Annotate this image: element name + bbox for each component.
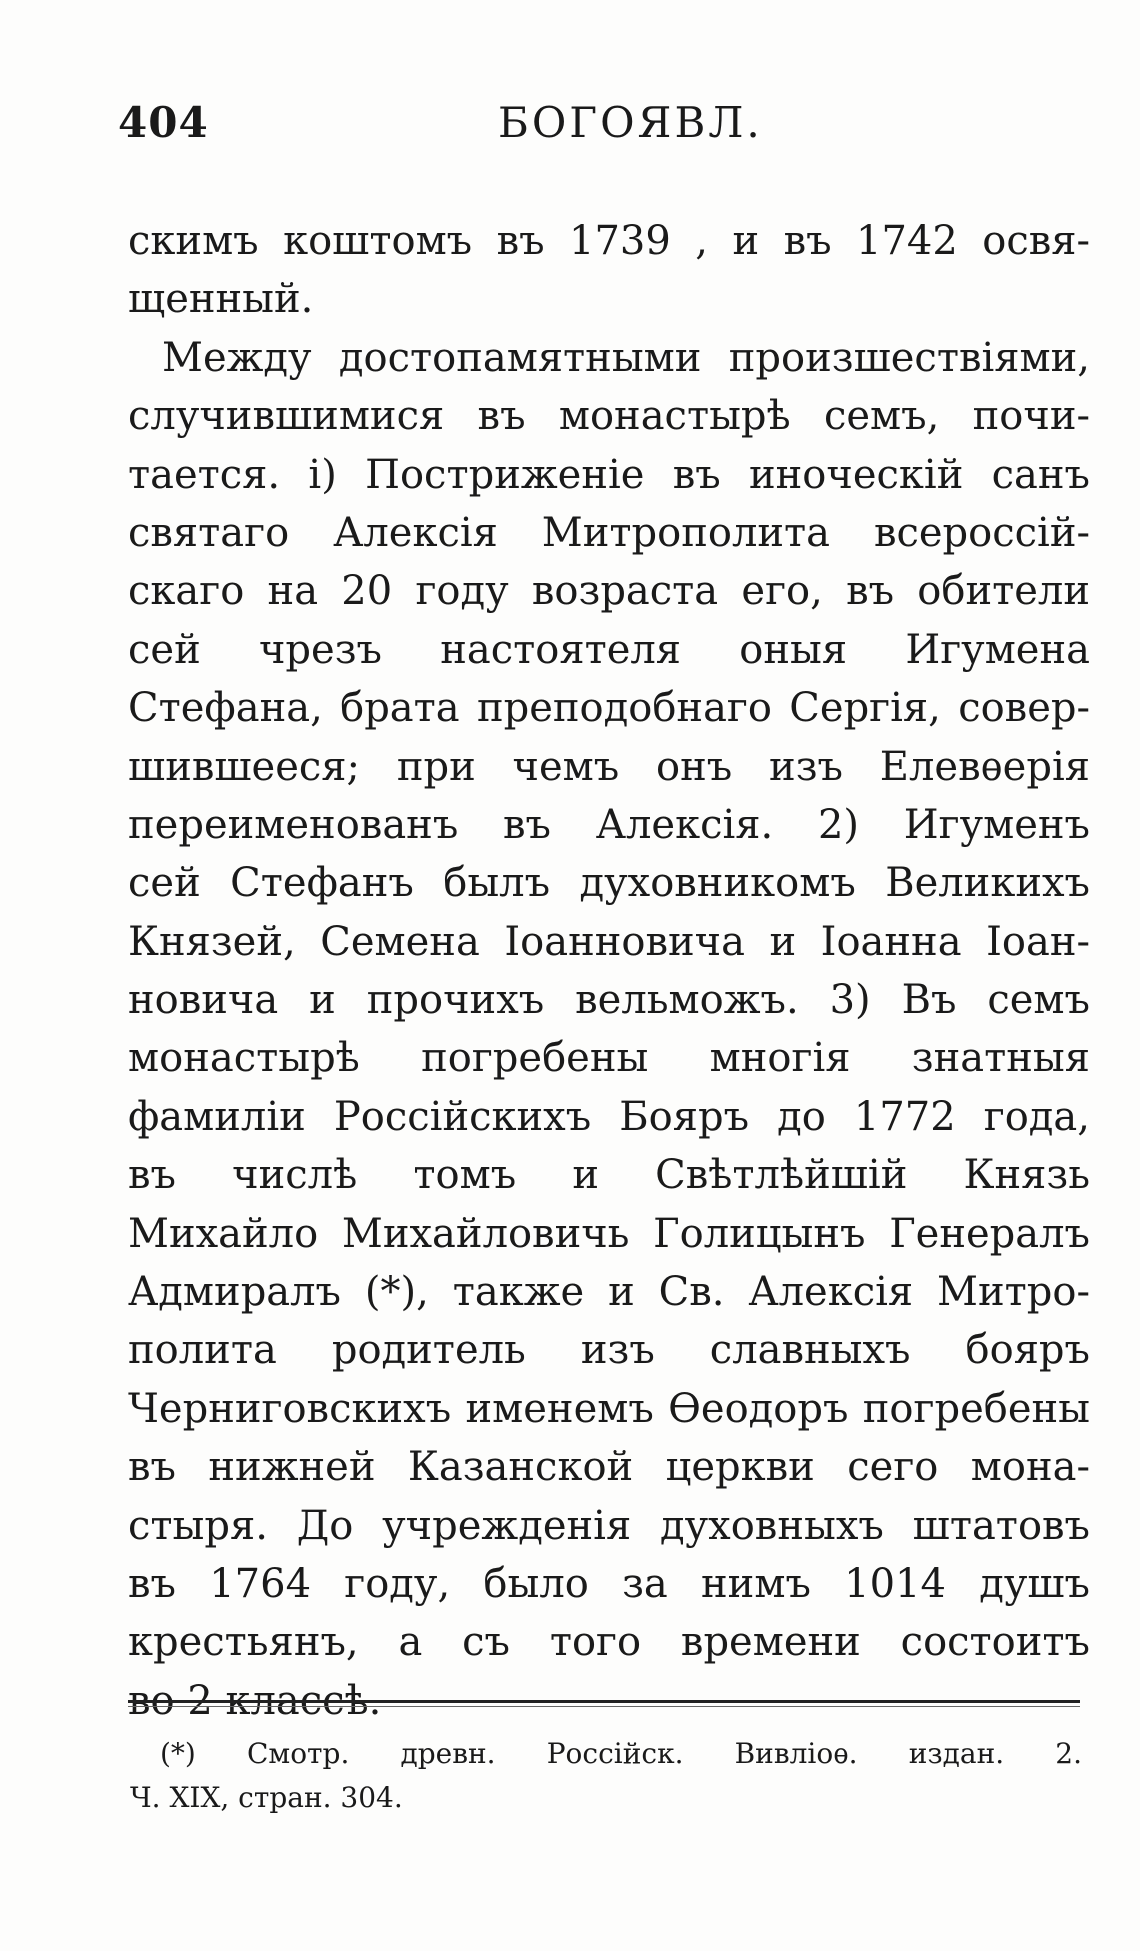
page-number: 404 [118, 98, 209, 147]
text-line: святаго Алексiя Митрополита всероссiй- [128, 509, 1090, 556]
running-title: БОГОЯВЛ. [498, 98, 763, 147]
text-line: переименованъ въ Алексiя. 2) Игуменъ [128, 801, 1090, 848]
text-line: щенный. [128, 276, 314, 323]
text-line: Между достопамятными произшествiями, [162, 334, 1090, 381]
text-line: полита родитель изъ славныхъ бояръ [128, 1327, 1090, 1374]
text-line: фамилiи Россiйскихъ Бояръ до 1772 года, [128, 1093, 1090, 1140]
text-line: шившееся; при чемъ онъ изъ Елевѳерiя [128, 743, 1090, 790]
footnote-rule-thin [128, 1706, 1080, 1707]
text-line: въ 1764 году, было за нимъ 1014 душъ [128, 1560, 1090, 1607]
text-line: въ нижней Казанской церкви сего мона- [128, 1444, 1090, 1491]
text-line: случившимися въ монастырѣ семъ, почи- [128, 393, 1090, 440]
text-line: Стефана, брата преподобнаго Сергiя, совер- [128, 685, 1090, 732]
running-head [118, 98, 978, 158]
text-line: Михайло Михайловичь Голицынъ Генералъ [128, 1210, 1090, 1257]
text-line: скимъ коштомъ въ 1739 , и въ 1742 освя- [128, 218, 1090, 264]
text-line: крестьянъ, а съ того времени состоитъ [128, 1619, 1090, 1666]
text-line: скаго на 20 году возраста его, въ обители [128, 568, 1090, 615]
text-line: Князей, Семена Iоанновича и Iоанна Iоан- [128, 918, 1090, 965]
footnote [130, 1732, 1082, 1820]
footnote-rule [128, 1700, 1080, 1703]
text-line: въ числѣ томъ и Свѣтлѣйшiй Князь [128, 1152, 1090, 1199]
text-line: Черниговскихъ именемъ Ѳеодоръ погребены [128, 1385, 1090, 1432]
text-line: сей Стефанъ былъ духовникомъ Великихъ [128, 860, 1090, 907]
text-line: монастырѣ погребены многiя знатныя [128, 1035, 1090, 1082]
footnote-line: (*) Смотр. древн. Россiйск. Вивлioѳ. издан. 2. [160, 1737, 1082, 1770]
text-line: новича и прочихъ вельможъ. 3) Въ семъ [128, 977, 1090, 1024]
footnote-line: Ч. XIX, стран. 304. [130, 1781, 403, 1814]
text-line: сей чрезъ настоятеля оныя Игумена [128, 626, 1090, 673]
main-text [128, 212, 1090, 1730]
text-line: тается. i) Постриженiе въ иноческiй санъ [128, 451, 1090, 498]
text-line: Адмиралъ (*), также и Св. Алексiя Митро- [128, 1269, 1090, 1316]
text-line: стыря. До учрежденiя духовныхъ штатовъ [128, 1502, 1090, 1549]
